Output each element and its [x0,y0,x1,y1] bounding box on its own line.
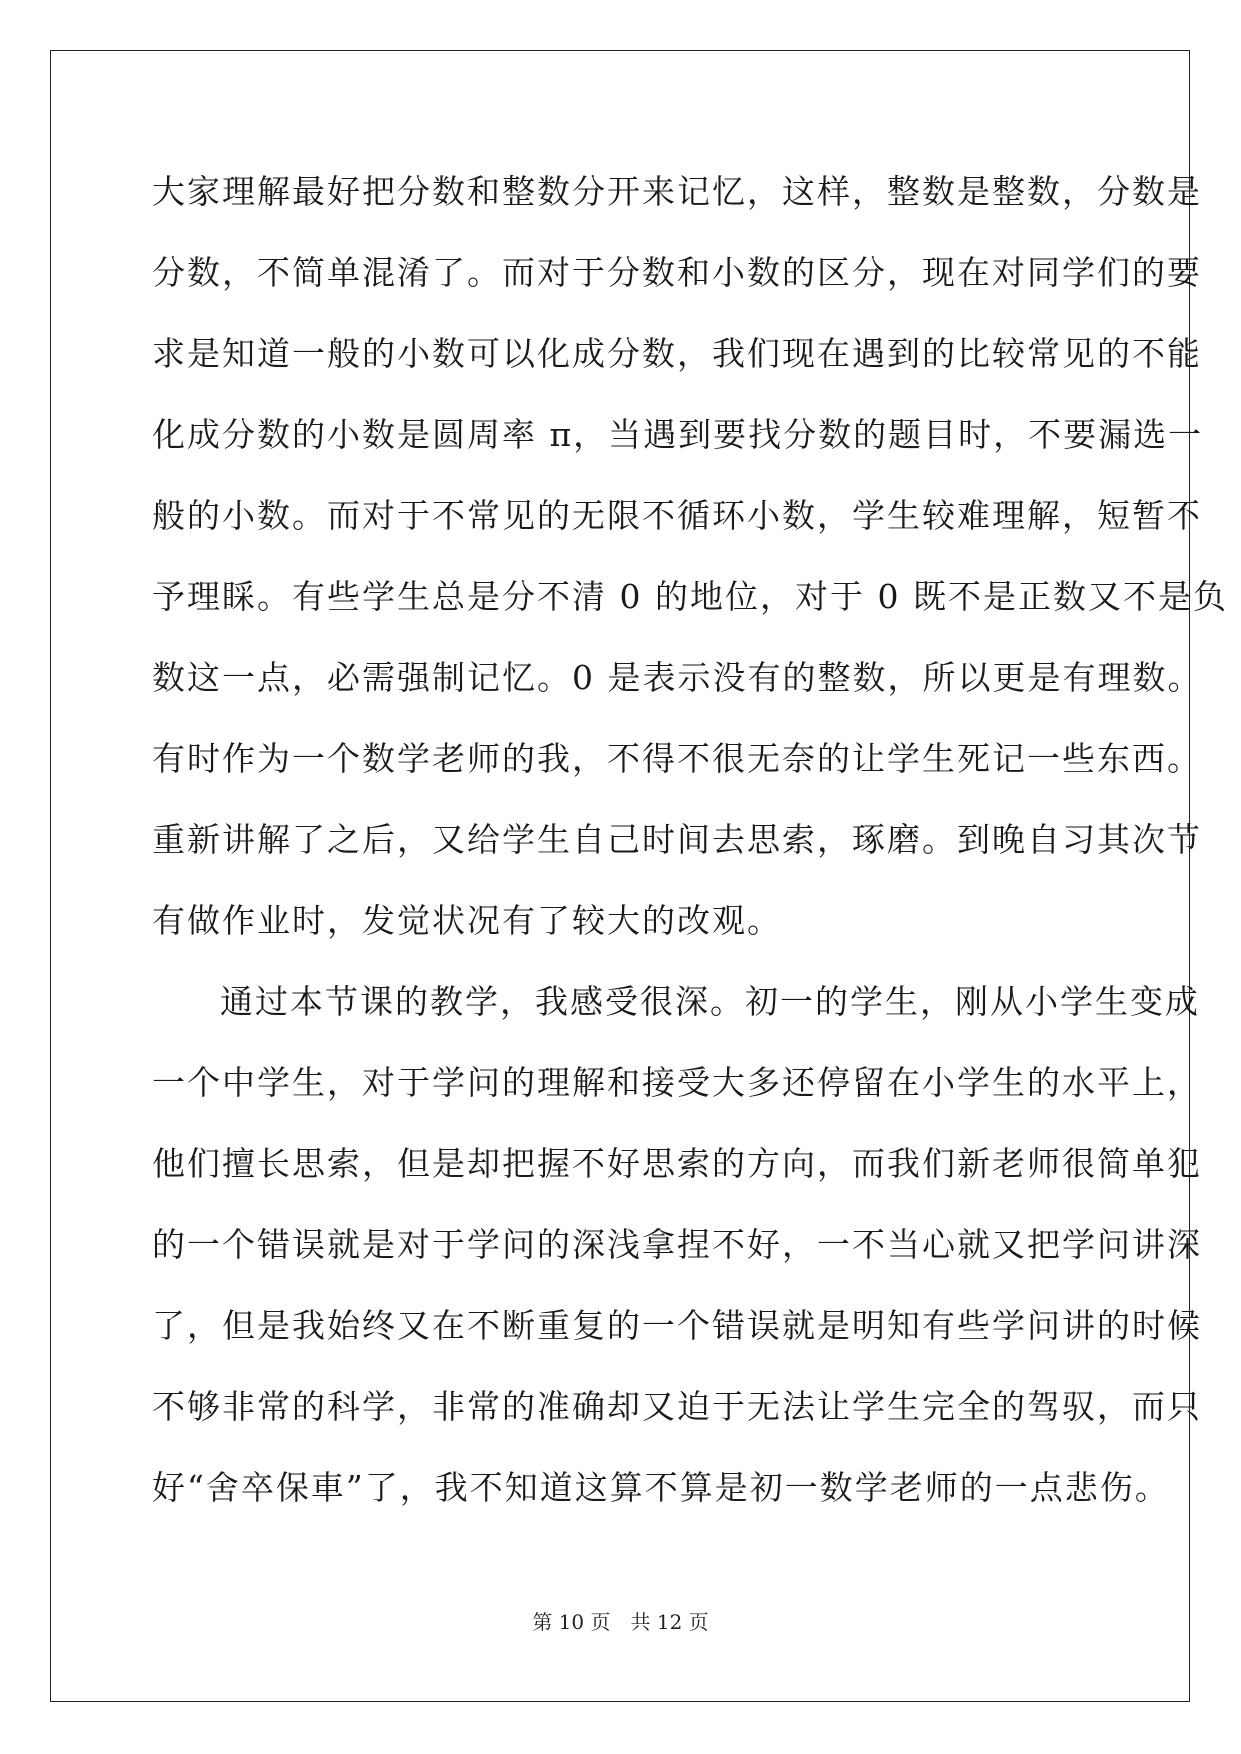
page-number: 第 10 页 共 12 页 [532,1610,709,1634]
text-line: 一个中学生，对于学问的理解和接受大多还停留在小学生的水平上， [152,1063,1202,1102]
text-line: 不够非常的科学，非常的准确却又迫于无法让学生完全的驾驭，而只 [152,1387,1202,1426]
text-line: 重新讲解了之后，又给学生自己时间去思索，琢磨。到晚自习其次节 [152,820,1202,859]
text-line: 的一个错误就是对于学问的深浅拿捏不好，一不当心就又把学问讲深 [152,1225,1202,1264]
paragraph-start-line: 通过本节课的教学，我感受很深。初一的学生，刚从小学生变成 [220,982,1200,1021]
text-line: 有时作为一个数学老师的我，不得不很无奈的让学生死记一些东西。 [152,739,1202,778]
text-line: 有做作业时，发觉状况有了较大的改观。 [152,901,782,940]
text-line: 了，但是我始终又在不断重复的一个错误就是明知有些学问讲的时候 [152,1306,1202,1345]
text-line: 大家理解最好把分数和整数分开来记忆，这样，整数是整数，分数是 [152,172,1202,211]
text-line: 他们擅长思索，但是却把握不好思索的方向，而我们新老师很简单犯 [152,1144,1202,1183]
text-line: 化成分数的小数是圆周率 π，当遇到要找分数的题目时，不要漏选一 [152,415,1204,454]
text-line: 分数，不简单混淆了。而对于分数和小数的区分，现在对同学们的要 [152,253,1202,292]
text-line: 予理睬。有些学生总是分不清 0 的地位，对于 0 既不是正数又不是负 [152,577,1228,616]
document-body [152,164,1228,1541]
text-line: 般的小数。而对于不常见的无限不循环小数，学生较难理解，短暂不 [152,496,1202,535]
text-line: 好“舍卒保車”了，我不知道这算不算是初一数学老师的一点悲伤。 [152,1468,1170,1507]
text-line: 数这一点，必需强制记忆。0 是表示没有的整数，所以更是有理数。 [152,658,1203,697]
text-line: 求是知道一般的小数可以化成分数，我们现在遇到的比较常见的不能 [152,334,1202,373]
